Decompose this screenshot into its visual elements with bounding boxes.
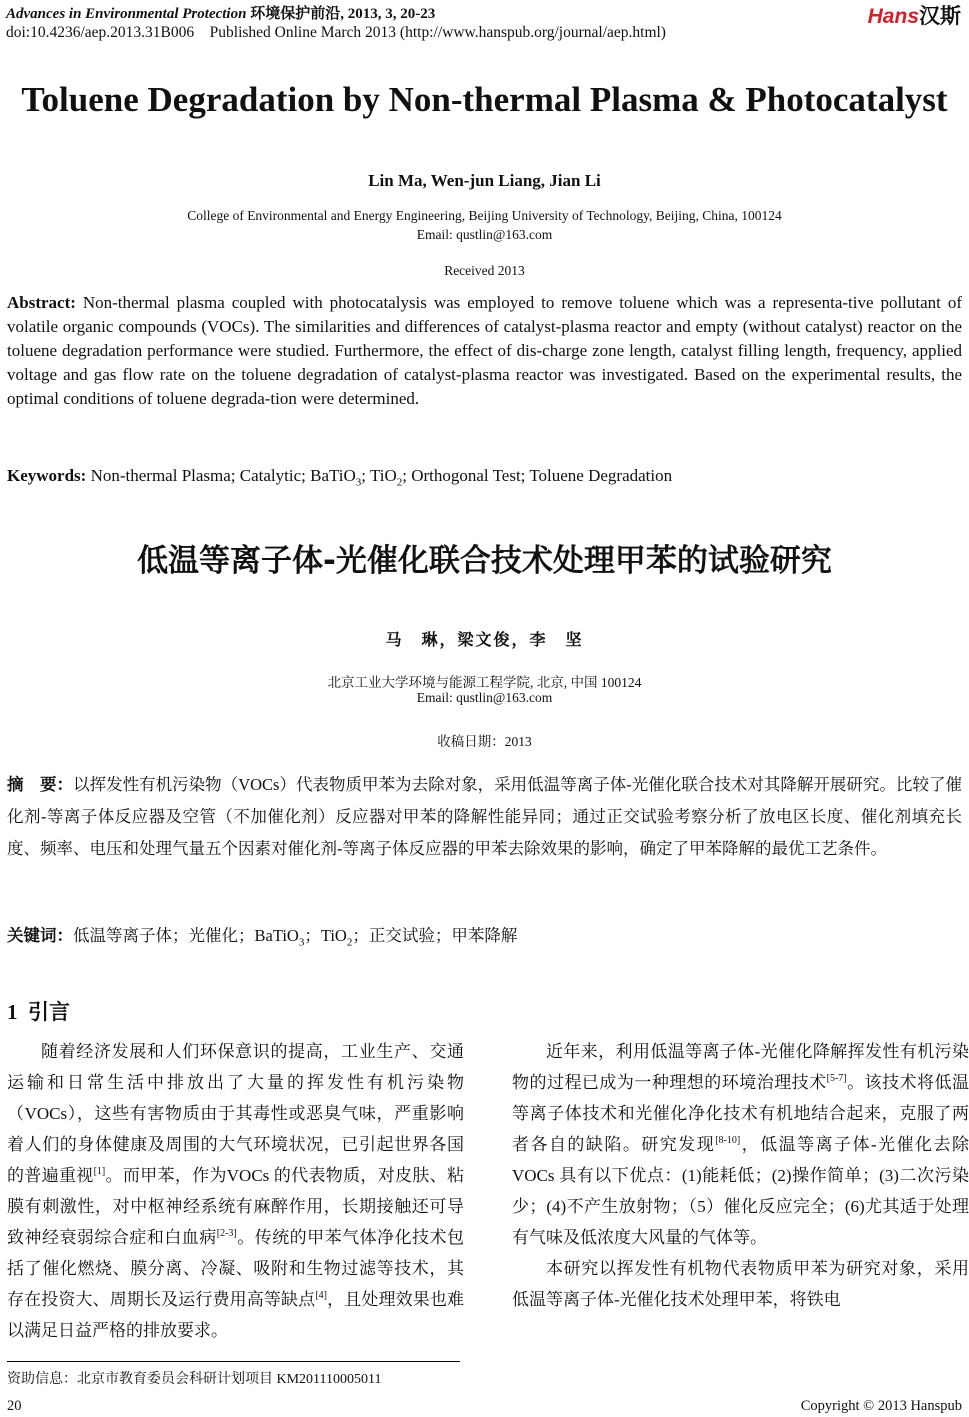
kw-text: 低温等离子体；光催化；BaTiO [73,926,299,945]
paper-title-cn: 低温等离子体-光催化联合技术处理甲苯的试验研究 [137,543,832,579]
paper-title: Toluene Degradation by Non-thermal Plasma & Photocatalyst [21,80,948,119]
hanspub-logo [868,0,961,30]
logo-latin: Hans [867,5,919,28]
text: ，低温等离子体-光催化去除 VOCs 具有以下优点：(1)能耗低；(2)操作简单；(3)二次污染少；(4)不产生放射物；（5）催化反应完全；(6)尤其适于处理有气味及低浓度大风量的气体等。 [512,1135,969,1247]
body-text [7,1036,969,1366]
funding-footnote: 资助信息：北京市教育委员会科研计划项目 KM201110005011 [7,1372,382,1387]
kw-sub: 3 [355,476,362,489]
section-title: 引言 [28,1000,70,1024]
affiliation: College of Environmental and Energy Engineering, Beijing University of Technology, Beijing, China, 100124 [187,208,782,223]
keywords [7,464,962,494]
journal-header [6,2,435,23]
abstract-label: Abstract: [7,293,76,312]
text: 。而甲苯，作为VOCs 的代表物质，对皮肤、粘膜有刺激性，对中枢神经系统有麻醉作用，长期接触还可导致神经衰弱综合症和白血病 [7,1166,464,1247]
text: 。该技术将低温等离子体技术和光催化净化技术有机地结合起来，克服了两者各自的缺陷。研究发现 [512,1073,969,1154]
journal-name: Advances in Environmental Protection [6,6,247,22]
kw-sub: 2 [346,936,353,949]
journal-citation: , 2013, 3, 20-23 [340,6,436,22]
text: 近年来，利用低温等离子体-光催化降解挥发性有机污染物的过程已成为一种理想的环境治理技术 [512,1042,969,1092]
abstract-text: Non-thermal plasma coupled with photocatalysis was employed to remove toluene which was a representa-tive pollutant of volatile organic compounds (VOCs). The similarities and differences of catalyst-plasma reactor and empty (without catalyst) reactor on the toluene degradation performance were studied. Furthermore, the effect of dis-charge zone length, catalyst filling length, frequency, applied voltage and gas flow rate on the toluene degradation of catalyst-plasma reactor was investigated. Based on the experimental results, the optimal conditions of toluene degrada-tion were determined. [7,293,962,408]
abstract-label-cn: 摘 要： [7,775,74,794]
citation: [2-3] [216,1228,237,1239]
email-cn: Email: qustlin@163.com [416,690,553,705]
paragraph [512,1036,969,1253]
section-number: 1 [7,1000,18,1024]
text: 随着经济发展和人们环保意识的提高，工业生产、交通运输和日常生活中排放出了大量的挥发性有机污染物（VOCs），这些有害物质由于其毒性或恶臭气味，严重影响着人们的身体健康及周围的大气环境状况，已引起世界各国的普遍重视 [7,1042,464,1185]
abstract-text-cn: 以挥发性有机污染物（VOCs）代表物质甲苯为去除对象，采用低温等离子体-光催化联合技术对其降解开展研究。比较了催化剂-等离子体反应器及空管（不加催化剂）反应器对甲苯的降解性能异同；通过正交试验考察分析了放电区长度、催化剂填充长度、频率、电压和处理气量五个因素对催化剂-等离子体反应器的甲苯去除效果的影响，确定了甲苯降解的最优工艺条件。 [7,775,962,858]
keywords-label-cn: 关键词： [7,926,73,945]
citation: [5-7] [826,1073,847,1084]
text: 。传统的甲苯气体净化技术包括了催化燃烧、膜分离、冷凝、吸附和生物过滤等技术，其存在投资大、周期长及运行费用高等缺点 [7,1228,465,1309]
citation: [4] [315,1290,327,1301]
footnote-rule [7,1361,460,1362]
kw-sub: 2 [396,476,403,489]
text: ，且处理效果也难以满足日益严格的排放要求。 [7,1290,465,1340]
logo-cn: 汉斯 [919,4,961,28]
copyright: Copyright © 2013 Hanspub [800,1398,962,1414]
abstract [7,291,962,411]
doi-line: doi:10.4236/aep.2013.31B006 Published Online March 2013 (http://www.hanspub.org/journal/aep.html) [6,24,666,41]
abstract-cn [7,769,962,865]
paragraph [7,1036,464,1346]
affiliation-cn: 北京工业大学环境与能源工程学院, 北京, 中国 100124 [327,675,642,690]
kw-text: ; Orthogonal Test; Toluene Degradation [402,466,673,485]
email: Email: qustlin@163.com [416,227,553,242]
citation: [1] [93,1166,106,1177]
keywords-cn [7,920,962,958]
keywords-label: Keywords: [7,466,87,485]
journal-name-cn: 环境保护前沿 [250,4,341,22]
kw-sub: 3 [298,936,305,949]
kw-text: ；TiO [304,926,347,945]
received-date-cn: 收稿日期：2013 [437,734,532,749]
page-number: 20 [7,1398,22,1414]
authors: Lin Ma, Wen-jun Liang, Jian Li [368,171,601,190]
kw-text: Non-thermal Plasma; Catalytic; BaTiO [86,466,356,485]
kw-text: ; TiO [361,466,397,485]
kw-text: ；正交试验；甲苯降解 [352,926,518,945]
paragraph: 本研究以挥发性有机物代表物质甲苯为研究对象，采用低温等离子体-光催化技术处理甲苯，将铁电 [512,1259,969,1309]
section-heading [7,996,70,1026]
citation: [8-10] [715,1135,741,1146]
received-date: Received 2013 [444,263,525,278]
authors-cn: 马 琳，梁文俊，李 坚 [385,630,584,649]
